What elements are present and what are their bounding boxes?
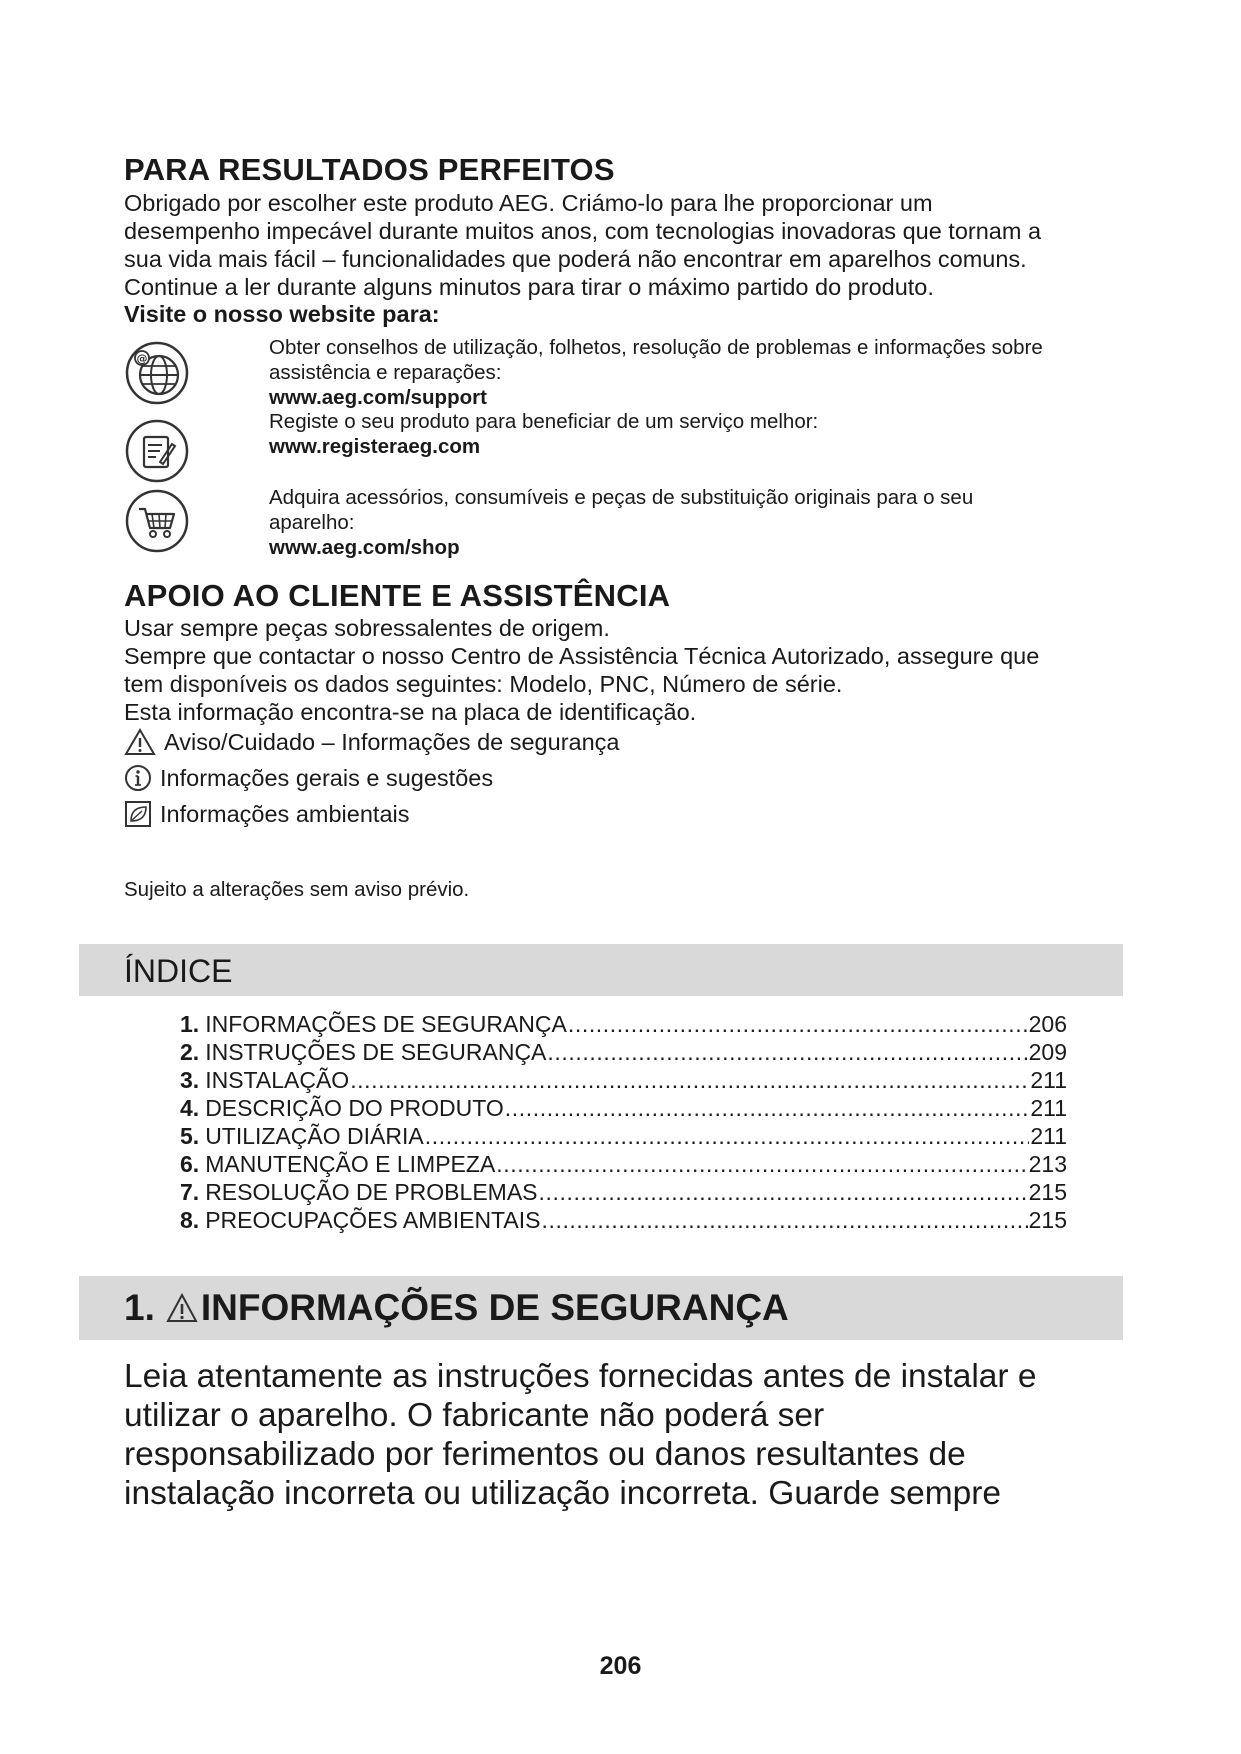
toc-label: INFORMAÇÕES DE SEGURANÇA bbox=[205, 1011, 567, 1037]
web-item-line: assistência e reparações: bbox=[269, 361, 502, 384]
index-header-band bbox=[79, 944, 1123, 996]
support-line: Usar sempre peças sobressalentes de origem. bbox=[124, 615, 610, 641]
toc-label: PREOCUPAÇÕES AMBIENTAIS bbox=[205, 1207, 541, 1233]
toc-entry[interactable] bbox=[180, 1150, 1067, 1178]
info-circle-icon bbox=[124, 764, 152, 792]
toc-label: INSTALAÇÃO bbox=[205, 1067, 350, 1093]
intro-line: Continue a ler durante alguns minutos para tirar o máximo partido do produto. bbox=[124, 274, 934, 300]
chapter-intro-line: responsabilizado por ferimentos ou danos resultantes de bbox=[124, 1436, 966, 1473]
legend-text: Informações ambientais bbox=[160, 800, 410, 827]
support-url-link[interactable]: www.aeg.com/support bbox=[269, 386, 487, 409]
web-item-line: Obter conselhos de utilização, folhetos, resolução de problemas e informações sobre bbox=[269, 336, 1043, 359]
legend-info bbox=[124, 763, 493, 793]
index-title: ÍNDICE bbox=[124, 953, 233, 989]
chapter-intro-line: instalação incorreta ou utilização incorreta. Guarde sempre bbox=[124, 1475, 1002, 1512]
toc-entry[interactable] bbox=[180, 1066, 1067, 1094]
toc-page: 215 bbox=[1028, 1207, 1067, 1233]
leaf-icon bbox=[124, 800, 152, 828]
intro-line: Obrigado por escolher este produto AEG. Criámo-lo para lhe proporcionar um bbox=[124, 190, 933, 216]
toc-number: 2. bbox=[180, 1039, 200, 1065]
toc-label: RESOLUÇÃO DE PROBLEMAS bbox=[205, 1179, 538, 1205]
toc-page: 211 bbox=[1030, 1123, 1067, 1149]
register-url-link[interactable]: www.registeraeg.com bbox=[269, 435, 481, 458]
toc-label: UTILIZAÇÃO DIÁRIA bbox=[205, 1123, 424, 1149]
shopping-cart-icon bbox=[124, 488, 190, 554]
toc-page: 209 bbox=[1028, 1039, 1067, 1065]
toc-number: 1. bbox=[180, 1011, 200, 1037]
toc-number: 7. bbox=[180, 1179, 200, 1205]
toc-number: 6. bbox=[180, 1151, 200, 1177]
toc-entry[interactable] bbox=[180, 1038, 1067, 1066]
support-line: Esta informação encontra-se na placa de identificação. bbox=[124, 699, 697, 725]
toc-entry[interactable] bbox=[180, 1178, 1067, 1206]
toc-entry[interactable] bbox=[180, 1094, 1067, 1122]
legend-text: Informações gerais e sugestões bbox=[160, 764, 494, 791]
chapter-title-text: INFORMAÇÕES DE SEGURANÇA bbox=[200, 1287, 789, 1328]
intro-line: sua vida mais fácil – funcionalidades que poderá não encontrar em aparelhos comuns. bbox=[124, 246, 1027, 272]
section-title-resultados: PARA RESULTADOS PERFEITOS bbox=[124, 152, 615, 187]
globe-icon bbox=[124, 340, 190, 406]
toc-label: MANUTENÇÃO E LIMPEZA bbox=[205, 1151, 496, 1177]
chapter-header-band bbox=[79, 1276, 1123, 1340]
toc-entry[interactable] bbox=[180, 1010, 1067, 1038]
web-item-line: Registe o seu produto para beneficiar de um serviço melhor: bbox=[269, 410, 819, 433]
legend-environment bbox=[124, 799, 409, 829]
toc-label: DESCRIÇÃO DO PRODUTO bbox=[205, 1095, 504, 1121]
warning-triangle-icon bbox=[124, 728, 156, 756]
toc-number: 4. bbox=[180, 1095, 200, 1121]
toc-number: 3. bbox=[180, 1067, 200, 1093]
support-line: tem disponíveis os dados seguintes: Modelo, PNC, Número de série. bbox=[124, 671, 843, 697]
toc-page: 211 bbox=[1030, 1067, 1067, 1093]
chapter-intro-line: Leia atentamente as instruções fornecidas antes de instalar e bbox=[124, 1358, 1037, 1395]
legend-text: Aviso/Cuidado – Informações de segurança bbox=[164, 728, 620, 755]
chapter-intro-line: utilizar o aparelho. O fabricante não poderá ser bbox=[124, 1397, 825, 1434]
web-item-support bbox=[124, 335, 1124, 409]
change-notice: Sujeito a alterações sem aviso prévio. bbox=[124, 878, 470, 901]
support-line: Sempre que contactar o nosso Centro de Assistência Técnica Autorizado, assegure que bbox=[124, 643, 1040, 669]
toc-label: INSTRUÇÕES DE SEGURANÇA bbox=[205, 1039, 547, 1065]
warning-triangle-icon bbox=[165, 1292, 199, 1324]
toc-page: 206 bbox=[1028, 1011, 1067, 1037]
chapter-intro-paragraph bbox=[124, 1357, 1134, 1513]
toc-entry[interactable] bbox=[180, 1206, 1067, 1234]
section-title-apoio: APOIO AO CLIENTE E ASSISTÊNCIA bbox=[124, 578, 671, 613]
toc-page: 213 bbox=[1028, 1151, 1067, 1177]
web-item-shop bbox=[124, 485, 1124, 565]
support-paragraph bbox=[124, 614, 1124, 726]
toc-number: 8. bbox=[180, 1207, 200, 1233]
web-item-line: Adquira acessórios, consumíveis e peças de substituição originais para o seu bbox=[269, 486, 974, 509]
svg-text:@: @ bbox=[136, 352, 148, 365]
web-item-line: aparelho: bbox=[269, 511, 355, 534]
intro-paragraph bbox=[124, 189, 1124, 301]
chapter-title bbox=[124, 1287, 789, 1329]
chapter-number: 1. bbox=[124, 1287, 155, 1328]
visit-website-label: Visite o nosso website para: bbox=[124, 301, 440, 327]
toc-number: 5. bbox=[180, 1123, 200, 1149]
shop-url-link[interactable]: www.aeg.com/shop bbox=[269, 536, 460, 559]
toc-entry[interactable] bbox=[180, 1122, 1067, 1150]
intro-line: desempenho impecável durante muitos anos, com tecnologias inovadoras que tornam a bbox=[124, 218, 1042, 244]
toc-page: 215 bbox=[1028, 1179, 1067, 1205]
legend-warning bbox=[124, 727, 620, 757]
page-number: 206 bbox=[599, 1652, 642, 1680]
register-document-icon bbox=[124, 418, 190, 484]
table-of-contents bbox=[180, 1010, 1067, 1234]
toc-page: 211 bbox=[1030, 1095, 1067, 1121]
web-item-register bbox=[124, 409, 1124, 479]
